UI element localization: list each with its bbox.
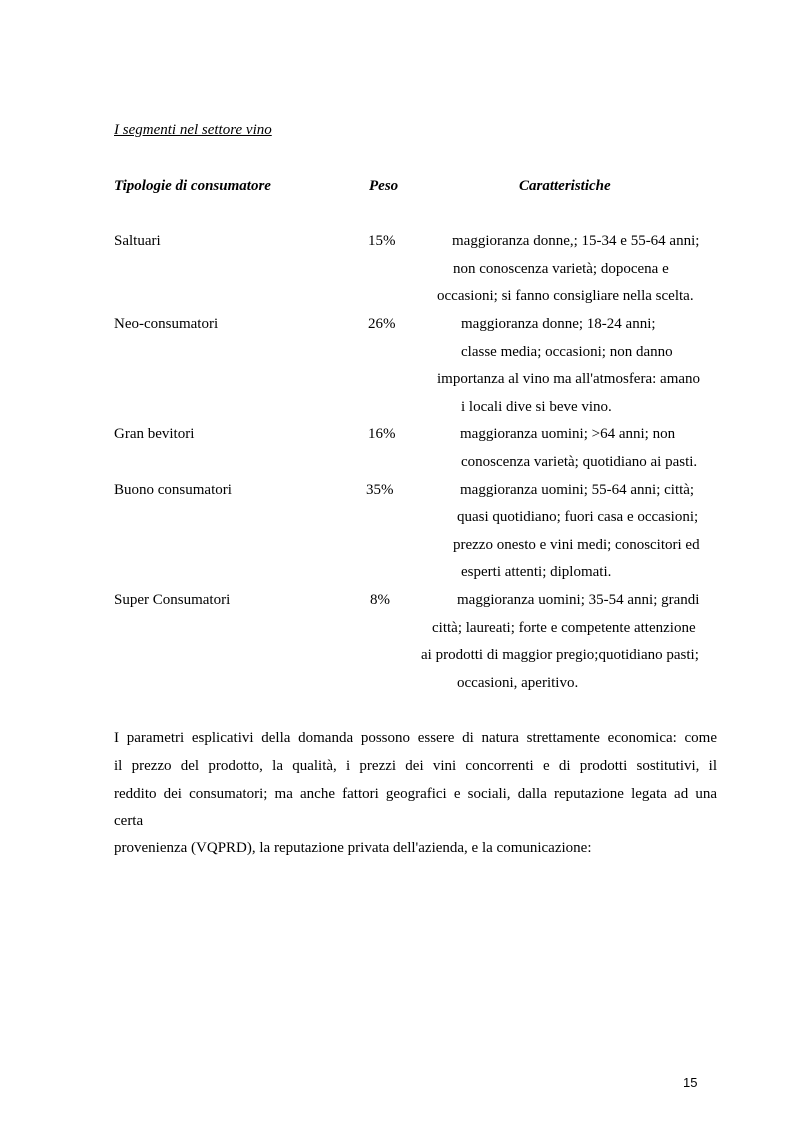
segment-name: Buono consumatori: [114, 482, 232, 498]
characteristics-line: non conoscenza varietà; dopocena e: [453, 261, 669, 277]
column-header-type: Tipologie di consumatore: [114, 178, 271, 194]
paragraph-line: I parametri esplicativi della domanda possono essere di natura strettamente economica: come: [114, 730, 717, 746]
characteristics-line: conoscenza varietà; quotidiano ai pasti.: [461, 454, 698, 470]
characteristics-line: maggioranza uomini; >64 anni; non: [460, 426, 676, 442]
segment-name: Saltuari: [114, 233, 161, 249]
characteristics-line: città; laureati; forte e competente attenzione: [432, 620, 696, 636]
segment-weight: 15%: [368, 233, 396, 249]
characteristics-line: maggioranza donne; 18-24 anni;: [461, 316, 656, 332]
section-title: I segmenti nel settore vino: [114, 122, 272, 138]
page-number: 15: [683, 1075, 698, 1090]
characteristics-line: ai prodotti di maggior pregio;quotidiano pasti;: [421, 647, 699, 663]
characteristics-line: maggioranza uomini; 35-54 anni; grandi: [457, 592, 700, 608]
column-header-weight: Peso: [369, 178, 399, 194]
characteristics-line: occasioni; si fanno consigliare nella scelta.: [437, 288, 694, 304]
segment-weight: 26%: [368, 316, 396, 332]
characteristics-line: quasi quotidiano; fuori casa e occasioni;: [457, 509, 699, 525]
characteristics-line: prezzo onesto e vini medi; conoscitori ed: [453, 537, 700, 553]
characteristics-line: importanza al vino ma all'atmosfera: amano: [437, 371, 701, 387]
characteristics-line: occasioni, aperitivo.: [457, 675, 579, 691]
segment-name: Super Consumatori: [114, 592, 231, 608]
paragraph-line: provenienza (VQPRD), la reputazione privata dell'azienda, e la comunicazione:: [114, 840, 592, 856]
segment-name: Gran bevitori: [114, 426, 195, 442]
paragraph-line: reddito dei consumatori; ma anche fattori geografici e sociali, dalla reputazione legata ad una: [114, 786, 717, 802]
column-header-characteristics: Caratteristiche: [519, 178, 611, 194]
characteristics-line: classe media; occasioni; non danno: [461, 344, 673, 360]
segment-weight: 16%: [368, 426, 396, 442]
characteristics-line: esperti attenti; diplomati.: [461, 564, 612, 580]
characteristics-line: maggioranza uomini; 55-64 anni; città;: [460, 482, 695, 498]
characteristics-line: i locali dive si beve vino.: [461, 399, 612, 415]
segment-weight: 35%: [366, 482, 394, 498]
paragraph-line: il prezzo del prodotto, la qualità, i prezzi dei vini concorrenti e di prodotti sostitutivi, il: [114, 758, 717, 774]
segment-weight: 8%: [370, 592, 390, 608]
characteristics-line: maggioranza donne,; 15-34 e 55-64 anni;: [452, 233, 700, 249]
segment-name: Neo-consumatori: [114, 316, 219, 332]
paragraph-line: certa: [114, 813, 144, 829]
